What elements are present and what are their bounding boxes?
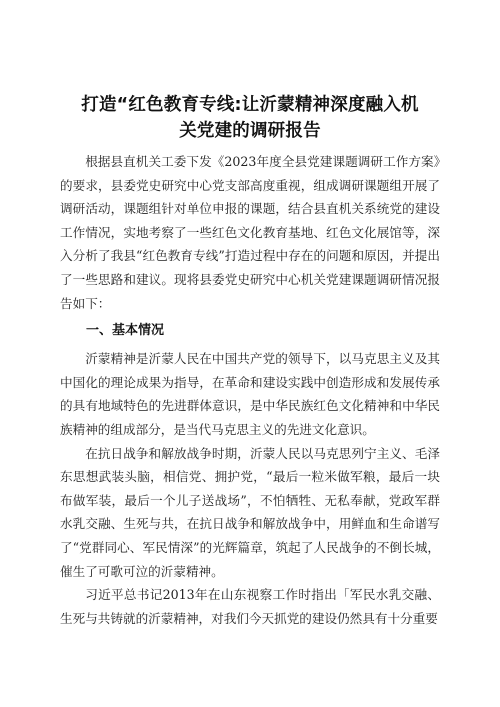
paragraph-war-period: 在抗日战争和解放战争时期，沂蒙人民以马克思列宁主义、毛泽东思想武装头脑，相信党、拥护党，“最后一粒米做军粮，最后一块布做军装，最后一个儿子送战场”，不怕牺牲、无私奉献，党政军群水乳交融、生死与共，在抗日战争和解放战争中，用鲜血和生命谱写了“党群同心、军民情深”的光辉篇章，筑起了人民战争的不倒长城，催生了可歌可泣的沂蒙精神。 bbox=[60, 445, 440, 579]
title-line-2: 关党建的调研报告 bbox=[179, 121, 321, 141]
document-body bbox=[60, 150, 440, 630]
section-heading-basic-situation: 一、基本情况 bbox=[86, 323, 165, 339]
paragraph-yimeng-spirit-definition: 沂蒙精神是沂蒙人民在中国共产党的领导下，以马克思主义及其中国化的理论成果为指导，在革命和建设实践中创造形成和发展传承的具有地域特色的先进群体意识，是中华民族红色文化精神和中华民族精神的组成部分，是当代马克思主义的先进文化意识。 bbox=[60, 351, 440, 437]
paragraph-xi-2013-remarks: 习近平总书记2013年在山东视察工作时指出「军民水乳交融、生死与共铸就的沂蒙精神，对我们今天抓党的建设仍然具有十分重要 bbox=[60, 587, 440, 626]
title-line-1: 打造“红色教育专线:让沂蒙精神深度融入机 bbox=[81, 95, 419, 115]
intro-paragraph: 根据县直机关工委下发《2023年度全县党建课题调研工作方案》的要求，县委党史研究中心党支部高度重视，组成调研课题组开展了调研活动，课题组针对单位申报的课题，结合县直机关系统党的建设工作情况，实地考察了一些红色文化教育基地、红色文化展馆等，深入分析了我县“红色教育专线”打造过程中存在的问题和原因，并提出了一些思路和建议。现将县委党史研究中心机关党建课题调研情况报告如下： bbox=[60, 154, 440, 311]
document-title bbox=[60, 92, 440, 144]
